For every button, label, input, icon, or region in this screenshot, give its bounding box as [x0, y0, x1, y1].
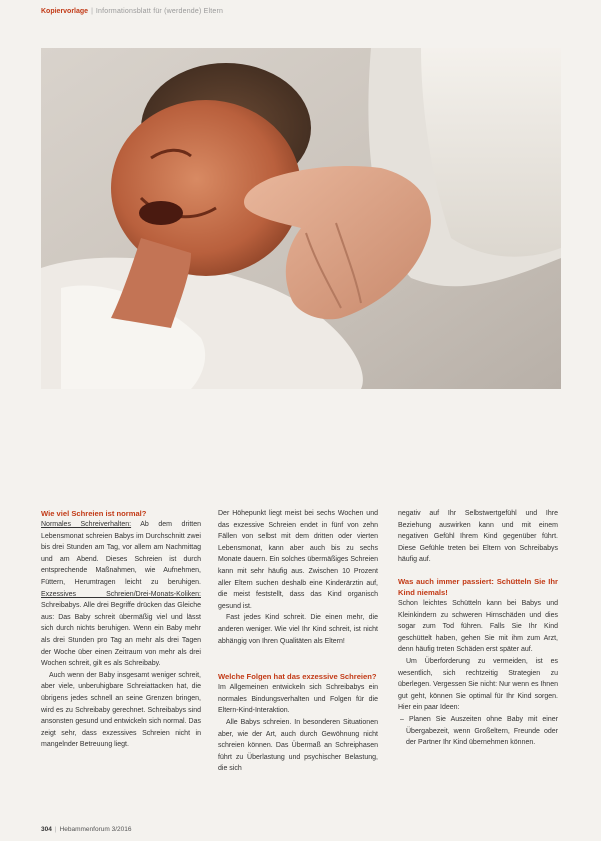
term-normal: Normales Schreiverhalten: [41, 521, 132, 528]
section3-paragraph-2: Schon leichtes Schütteln kann bei Babys und Kleinkindern zu schweren Hirnschäden und dies sogar zum Tod führen. Falls Sie Ihr Kind geschüttelt haben, gehen Sie mit ihm zum Arzt, denn häufig treten Schäden erst später auf. [398, 599, 558, 654]
header-tagline: Informationsblatt für (werdende) Eltern [95, 8, 224, 15]
section1-paragraph-2: Auch wenn der Baby insgesamt weniger schreit, aber viele, unberuhigbare Schreiattacken hat, die übrigens jedes schnell an seine Grenzen bringen, wird es zu Schreibaby gerechnet. Schreibabys sind ansonsten gesund und entwickeln sich normal. Das zeigt sehr, dass exzessives Schreien nicht in mangelnder Betreuung liegt. [41, 671, 201, 749]
footer-separator: | [54, 826, 57, 833]
tips-list [398, 714, 558, 749]
section3-heading: Was auch immer passiert: Schütteln Sie Ihr Kind niemals! [398, 576, 558, 597]
baby-photo [41, 48, 561, 389]
section2-heading: Welche Folgen hat das exzessive Schreien? [218, 672, 377, 682]
section3-paragraph-1: negativ auf Ihr Selbstwertgefühl und Ihre Beziehung auswirken kann und mit einem negativen Gefühl Ihrem Kind gegenüber führt. Diese Gefühle treten bei Eltern von Schreibabys häufig auf. [398, 510, 558, 564]
section1-text-2: Schreibabys. Alle drei Begriffe drücken das Gleiche aus: Das Baby schreit übermäßig viel und lässt sich durch nichts beruhigen. Wenn ein Baby mehr als drei Stunden pro Tag an mehr als drei Tagen der Woche über einen Zeitraum von mehr als drei Wochen schreit, gilt es als Schreibaby. [41, 602, 201, 668]
section2-paragraph-1: Der Höhepunkt liegt meist bei sechs Wochen und das exzessive Schreien endet in fünf von zehn Fällen von selbst mit dem dritten oder vierten Lebensmonat, kann aber auch bis zu sechs Monate dauern. Ein solches übermäßiges Schreien kann mit sehr häufig aus. Zwischen 10 Prozent aller Eltern suchen deshalb eine Kinderärztin auf, die meist feststellt, dass das Kind organisch gesund ist. [218, 510, 378, 610]
footer-source: Hebammenforum 3/2016 [59, 826, 132, 833]
column-3 [398, 508, 558, 749]
section3-paragraph-3: Um Überforderung zu vermeiden, ist es wesentlich, sich rechtzeitig Strategien zu überlegen. Vergessen Sie nicht: Nur wenn es Ihnen gut geht, können Sie optimal für Ihr Kind sorgen. Hier ein paar Ideen: [398, 657, 558, 712]
term-excessive: Exzessives Schreien/Drei-Monats-Koliken: [41, 590, 201, 598]
page-header [41, 8, 223, 15]
tips-list-item: – Planen Sie Auszeiten ohne Baby mit einer Übergabezeit, wenn Großeltern, Freunde oder der Partner Ihr Kind übernehmen können. [406, 714, 558, 749]
page-number: 304 [41, 826, 52, 833]
section1-heading: Wie viel Schreien ist normal? [41, 509, 147, 518]
header-brand: Kopiervorlage [41, 8, 89, 15]
section1-text-1: Ab dem dritten Lebensmonat schreien Babys im Durchschnitt zwei bis drei Stunden am Tag, vor allem am Nachmittag und am Abend. Dieses Schreien ist durch entsprechende Maßnahmen, wie Aufnehmen, Füttern, Herumtragen leicht zu beruhigen. [41, 521, 202, 586]
page-footer [41, 826, 131, 833]
column-1 [41, 508, 201, 751]
section1-paragraph-1 [41, 519, 201, 670]
column-2 [218, 508, 378, 775]
section2-paragraph-4: Alle Babys schreien. In besonderen Situationen aber, wie der Art, auch durch Gewöhnung nicht schreien können. Das Übermaß an Schreiphasen führt zu Überlastung und psychischer Belastung, die sich [218, 718, 378, 773]
section2-paragraph-2: Fast jedes Kind schreit. Die einen mehr, die anderen weniger. Wie viel Ihr Kind schreit, ist nicht abhängig von Ihren Qualitäten als Eltern! [218, 614, 378, 645]
section2-paragraph-3: Im Allgemeinen entwickeln sich Schreibabys ein normales Bindungsverhalten und Folgen für die Eltern-Kind-Interaktion. [218, 684, 378, 715]
header-separator: | [91, 8, 93, 15]
